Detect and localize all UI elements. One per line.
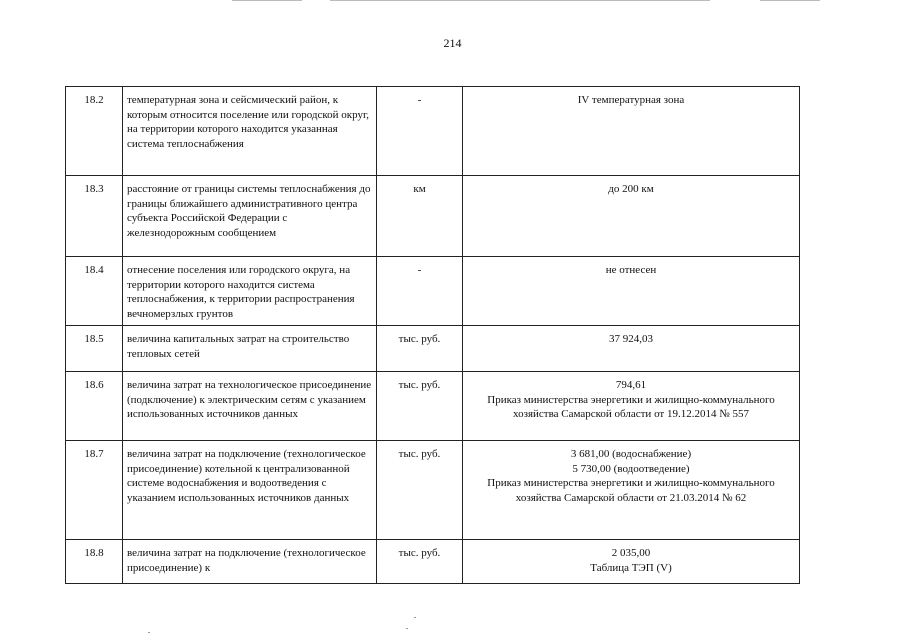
value-line: 2 035,00 bbox=[611, 547, 651, 559]
unit-cell: - bbox=[377, 257, 463, 326]
table-row bbox=[66, 326, 800, 372]
parameter-name: расстояние от границы системы теплоснабжения до границы ближайшего административного центра субъекта Российской Федерации с железнодорожным сообщением bbox=[123, 176, 377, 257]
unit-cell: - bbox=[377, 87, 463, 176]
parameter-name: величина капитальных затрат на строительство тепловых сетей bbox=[123, 326, 377, 372]
parameter-name: величина затрат на подключение (технологическое присоединение) к bbox=[123, 540, 377, 584]
parameter-name: величина затрат на технологическое присоединение (подключение) к электрическим сетям с указанием использованных источников данных bbox=[123, 372, 377, 441]
row-number: 18.5 bbox=[66, 326, 123, 372]
value-cell bbox=[463, 441, 800, 540]
table-body bbox=[66, 87, 800, 584]
value-line: не отнесен bbox=[605, 264, 657, 276]
parameter-name: температурная зона и сейсмический район, к которым относится поселение или городской округ, на территории которого находится указанная система теплоснабжения bbox=[123, 87, 377, 176]
table-row bbox=[66, 257, 800, 326]
value-line: 3 681,00 (водоснабжение) bbox=[570, 448, 692, 460]
value-line: IV температурная зона bbox=[577, 94, 685, 106]
table-row bbox=[66, 87, 800, 176]
row-number: 18.8 bbox=[66, 540, 123, 584]
value-cell bbox=[463, 176, 800, 257]
value-line: 794,61 bbox=[615, 379, 647, 391]
parameter-name: величина затрат на подключение (технологическое присоединение) котельной к централизованной системе водоснабжения и водоотведения с указанием использованных источников данных bbox=[123, 441, 377, 540]
unit-cell: км bbox=[377, 176, 463, 257]
table-row bbox=[66, 372, 800, 441]
row-number: 18.6 bbox=[66, 372, 123, 441]
row-number: 18.7 bbox=[66, 441, 123, 540]
value-cell bbox=[463, 326, 800, 372]
row-number: 18.2 bbox=[66, 87, 123, 176]
table-row bbox=[66, 176, 800, 257]
scan-edge-line bbox=[760, 0, 820, 1]
value-line: 37 924,03 bbox=[609, 333, 653, 345]
row-number: 18.3 bbox=[66, 176, 123, 257]
value-line: Приказ министерства энергетики и жилищно-коммунального хозяйства Самарской области от 21.03.2014 № 62 bbox=[487, 477, 775, 504]
row-number: 18.4 bbox=[66, 257, 123, 326]
scan-edge-line bbox=[232, 0, 302, 1]
unit-cell: тыс. руб. bbox=[377, 441, 463, 540]
table-row bbox=[66, 441, 800, 540]
value-cell bbox=[463, 540, 800, 584]
value-line: Таблица ТЭП (V) bbox=[590, 561, 672, 574]
scan-speck bbox=[414, 617, 416, 618]
parameters-table bbox=[65, 86, 800, 584]
scan-speck bbox=[406, 628, 408, 629]
parameter-name: отнесение поселения или городского округа, на территории которого находится система теплоснабжения, к территории распространения вечномерзлых грунтов bbox=[123, 257, 377, 326]
unit-cell: тыс. руб. bbox=[377, 372, 463, 441]
unit-cell: тыс. руб. bbox=[377, 326, 463, 372]
unit-cell: тыс. руб. bbox=[377, 540, 463, 584]
page-number: 214 bbox=[443, 36, 462, 50]
value-line: 5 730,00 (водоотведение) bbox=[572, 462, 690, 475]
table-row bbox=[66, 540, 800, 584]
value-cell bbox=[463, 372, 800, 441]
value-line: Приказ министерства энергетики и жилищно-коммунального хозяйства Самарской области от 19.12.2014 № 557 bbox=[487, 393, 775, 421]
value-line: до 200 км bbox=[608, 183, 654, 195]
value-cell bbox=[463, 257, 800, 326]
value-cell bbox=[463, 87, 800, 176]
scan-edge-line bbox=[330, 0, 710, 1]
scan-speck bbox=[148, 632, 150, 633]
